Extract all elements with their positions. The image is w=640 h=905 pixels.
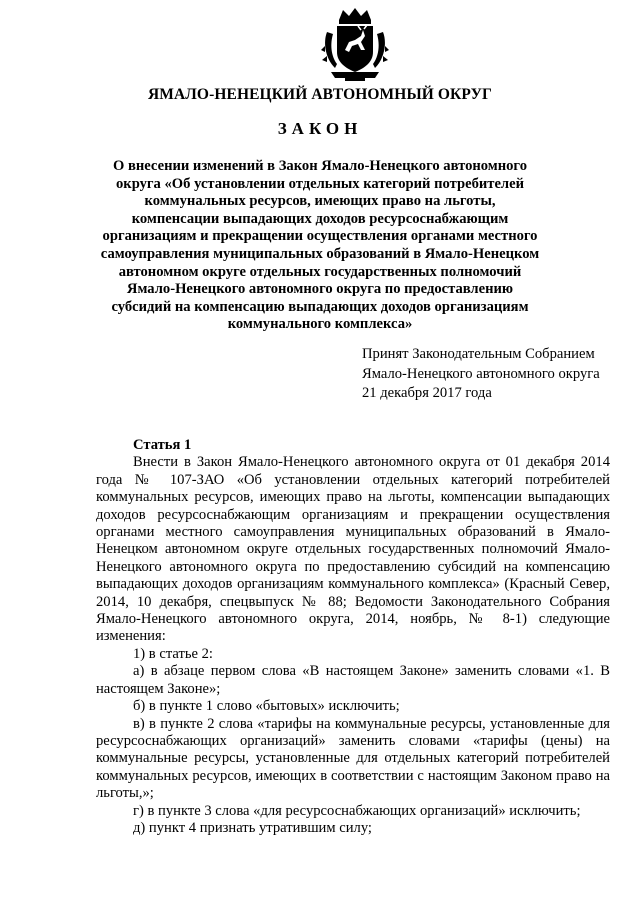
adoption-line: Принят Законодательным Собранием [362, 346, 595, 362]
article-paragraph: г) в пункте 3 слова «для ресурсоснабжающих организаций» исключить; [133, 802, 581, 819]
document-type: ЗАКОН [277, 119, 363, 138]
article-paragraph: 1) в статье 2: [133, 645, 213, 662]
coat-of-arms-icon [321, 6, 389, 82]
article-paragraph: Внести в Закон Ямало-Ненецкого автономного округа от 01 декабря 2014 года № 107-ЗАО «Об установлении отдельных категорий потребителей коммунальных ресурсов, имеющих право на льготы, компенсации выпадающих доходов ресурсоснабжающим организациям и прекращении осуществления органами местного самоуправления муниципальных образований в Ямало-Ненецком автономном округе отдельных государственных полномочий Ямало-Ненецкого автономного округа по предоставлению субсидий на компенсацию выпадающих доходов организациям коммунального комплекса» (Красный Север, 2014, 10 декабря, спецвыпуск № 88; Ведомости Законодательного Собрания Ямало-Ненецкого автономного округа, 2014, ноябрь, № 8-1) следующие изменения: [96, 454, 610, 645]
adoption-note [362, 345, 632, 404]
article-paragraph: в) в пункте 2 слова «тарифы на коммунальные ресурсы, установленные для ресурсоснабжающих организаций» заменить словами «тарифы (цены) на коммунальные ресурсы, установленные для отдельных категорий потребителей коммунальных ресурсов, имеющих в соответствии с настоящим Законом право на льготы,»; [96, 715, 610, 802]
article-paragraph: б) в пункте 1 слово «бытовых» исключить; [133, 698, 400, 715]
article-heading: Статья 1 [133, 437, 192, 453]
article-body [96, 437, 610, 837]
adoption-line: Ямало-Ненецкого автономного округа [362, 365, 600, 382]
adoption-date: 21 декабря 2017 года [362, 385, 492, 401]
article-paragraph: а) в абзаце первом слова «В настоящем Законе» заменить словами «1. В настоящем Законе»; [96, 663, 610, 697]
article-paragraph: д) пункт 4 признать утратившим силу; [133, 819, 372, 836]
law-title: О внесении изменений в Закон Ямало-Ненецкого автономного округа «Об установлении отдельных категорий потребителей коммунальных ресурсов, имеющих право на льготы, компенсации выпадающих доходов ресурсоснабжающим организациям и прекращении осуществления органами местного самоуправления муниципальных образований в Ямало-Ненецком автономном округе отдельных государственных полномочий Ямало-Ненецкого автономного округа по предоставлению субсидий на компенсацию выпадающих доходов организациям коммунального комплекса» [100, 158, 540, 333]
region-name: ЯМАЛО-НЕНЕЦКИЙ АВТОНОМНЫЙ ОКРУГ [147, 86, 493, 103]
